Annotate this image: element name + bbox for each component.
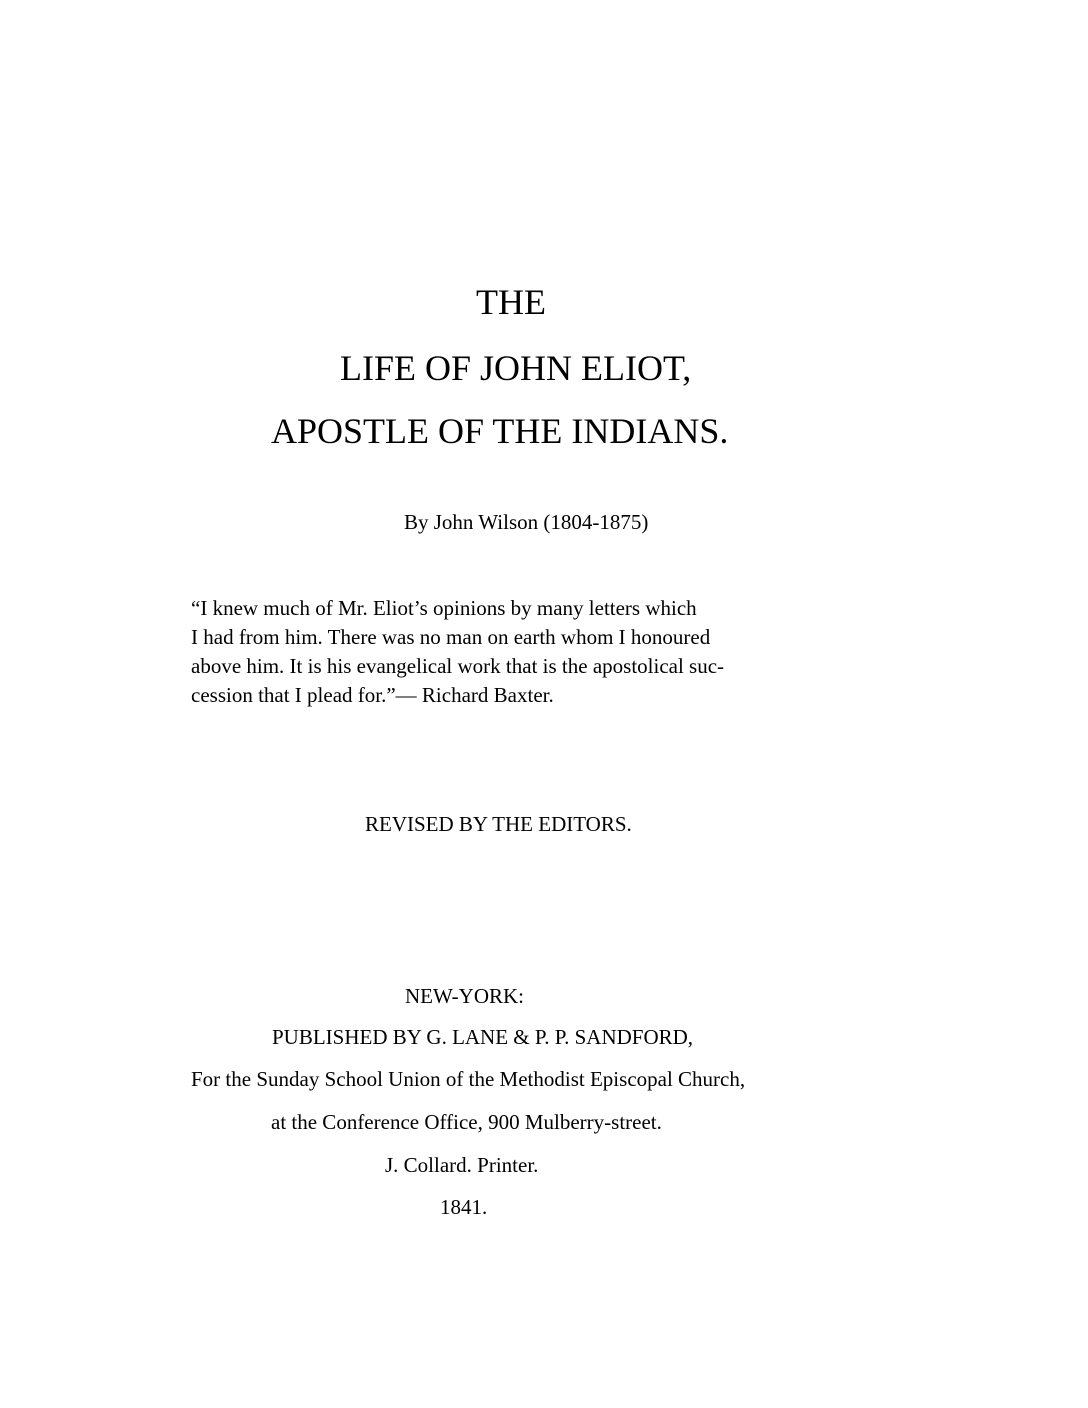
title-line-3: APOSTLE OF THE INDIANS. bbox=[271, 411, 729, 451]
author-line: By John Wilson (1804-1875) bbox=[404, 510, 649, 534]
epigraph-line: above him. It is his evangelical work that is the apostolical suc- bbox=[191, 654, 725, 678]
imprint-office: at the Conference Office, 900 Mulberry-street. bbox=[271, 1110, 662, 1134]
imprint-place: NEW-YORK: bbox=[405, 984, 524, 1008]
imprint-publisher: PUBLISHED BY G. LANE & P. P. SANDFORD, bbox=[272, 1025, 694, 1049]
epigraph-line: cession that I plead for.”— Richard Baxter. bbox=[191, 683, 554, 707]
title-line-1: THE bbox=[476, 282, 546, 322]
revision-note: REVISED BY THE EDITORS. bbox=[365, 812, 632, 836]
epigraph-line: “I knew much of Mr. Eliot’s opinions by many letters which bbox=[191, 596, 697, 620]
imprint-year: 1841. bbox=[440, 1195, 488, 1219]
imprint-printer: J. Collard. Printer. bbox=[385, 1153, 539, 1177]
epigraph-line: I had from him. There was no man on earth whom I honoured bbox=[191, 625, 711, 649]
imprint-for-line: For the Sunday School Union of the Methodist Episcopal Church, bbox=[191, 1067, 746, 1091]
title-line-2: LIFE OF JOHN ELIOT, bbox=[340, 348, 692, 388]
